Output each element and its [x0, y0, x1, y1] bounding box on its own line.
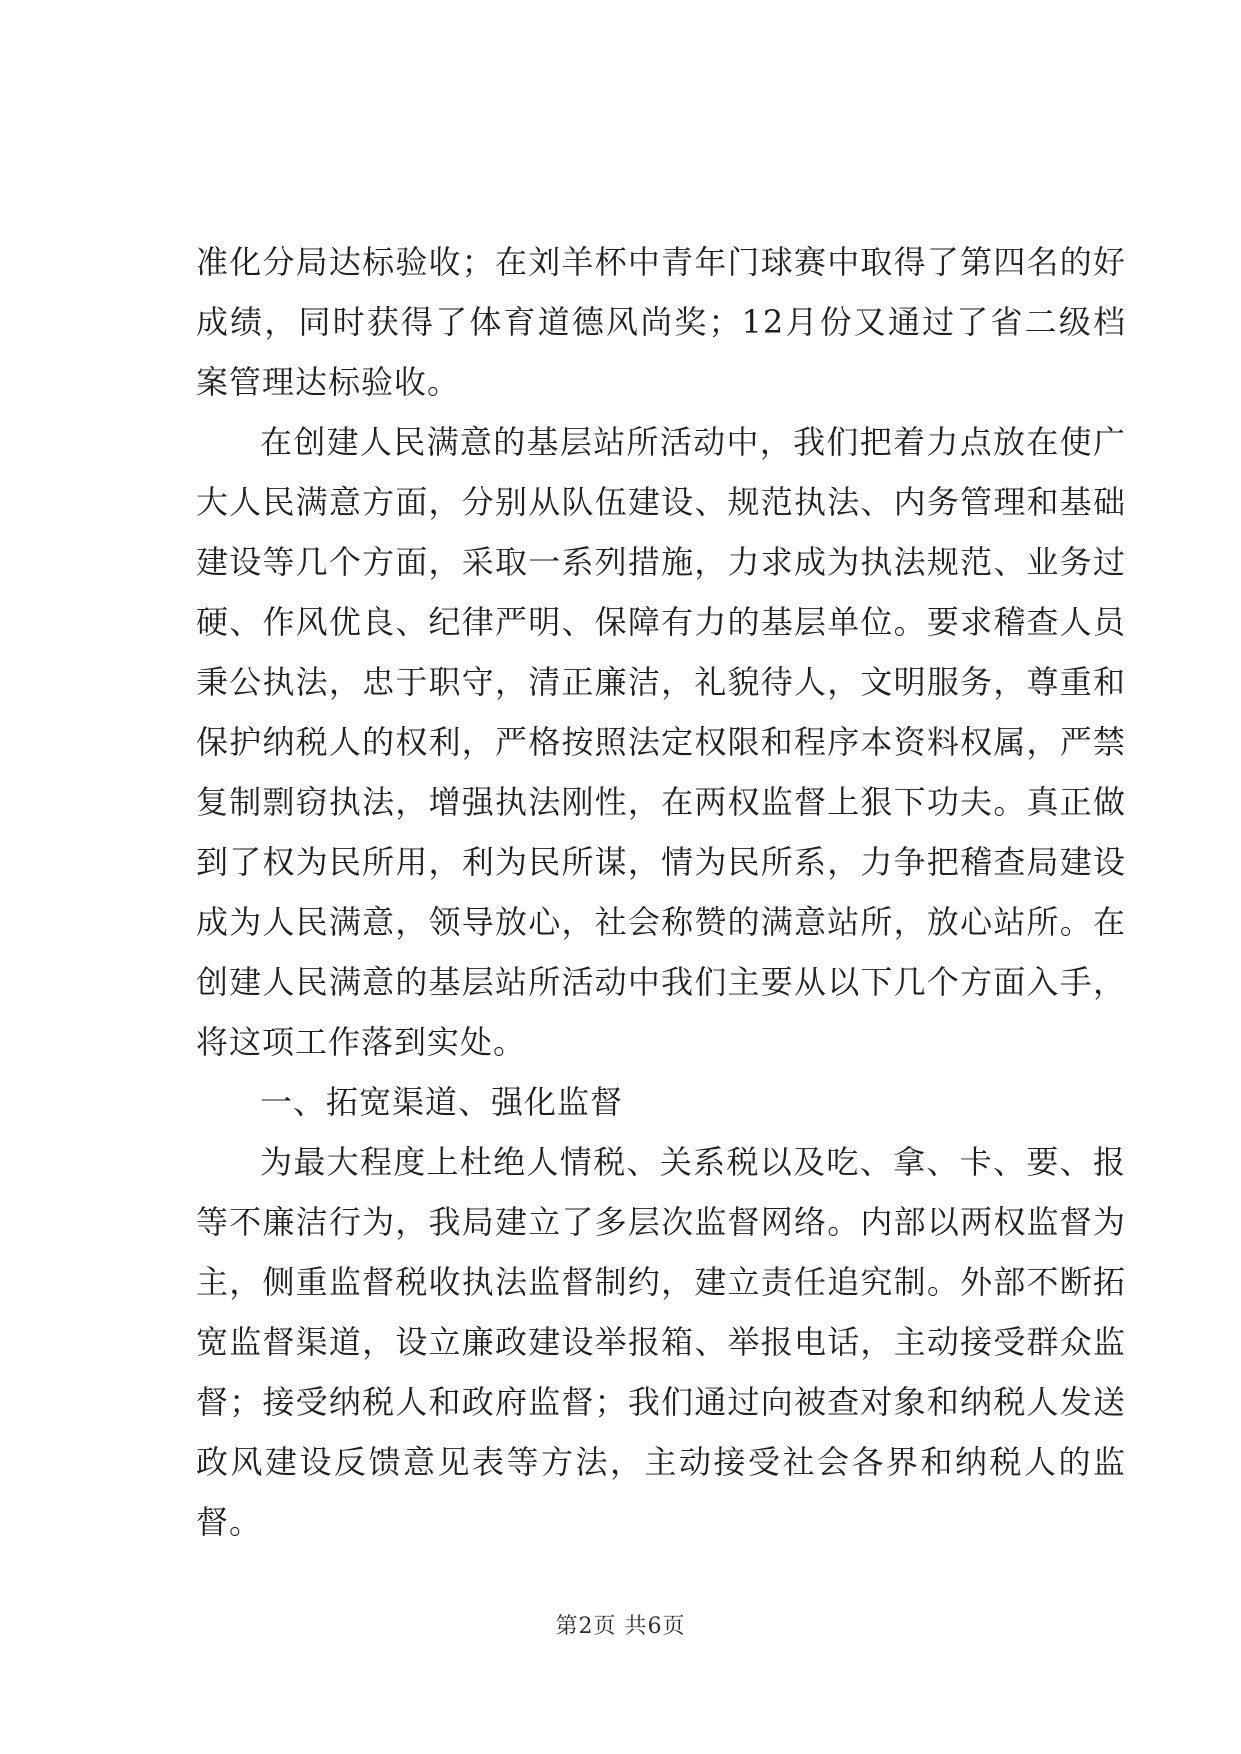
paragraph-supervision: 为最大程度上杜绝人情税、关系税以及吃、拿、卡、要、报等不廉洁行为，我局建立了多层次监督网络。内部以两权监督为主，侧重监督税收执法监督制约，建立责任追究制。外部不断拓宽监督渠道，设立廉政建设举报箱、举报电话，主动接受群众监督；接受纳税人和政府监督；我们通过向被查对象和纳税人发送政风建设反馈意见表等方法，主动接受社会各界和纳税人的监督。 [196, 1143, 1126, 1541]
section-heading: 一、拓宽渠道、强化监督 [260, 1083, 624, 1121]
paragraph-campaign: 在创建人民满意的基层站所活动中，我们把着力点放在使广大人民满意方面，分别从队伍建设、规范执法、内务管理和基础建设等几个方面，采取一系列措施，力求成为执法规范、业务过硬、作风优良、纪律严明、保障有力的基层单位。要求稽查人员秉公执法，忠于职守，清正廉洁，礼貌待人，文明服务，尊重和保护纳税人的权利，严格按照法定权限和程序本资料权属，严禁复制剽窃执法，增强执法刚性，在两权监督上狠下功夫。真正做到了权为民所用，利为民所谋，情为民所系，力争把稽查局建设成为人民满意，领导放心，社会称赞的满意站所，放心站所。在创建人民满意的基层站所活动中我们主要从以下几个方面入手，将这项工作落到实处。 [196, 423, 1126, 1061]
page-footer: 第2页 共6页 [555, 1614, 686, 1639]
paragraph-continued: 准化分局达标验收；在刘羊杯中青年门球赛中取得了第四名的好成绩，同时获得了体育道德风尚奖；12月份又通过了省二级档案管理达标验收。 [196, 243, 1126, 401]
body-text [196, 232, 1126, 1552]
